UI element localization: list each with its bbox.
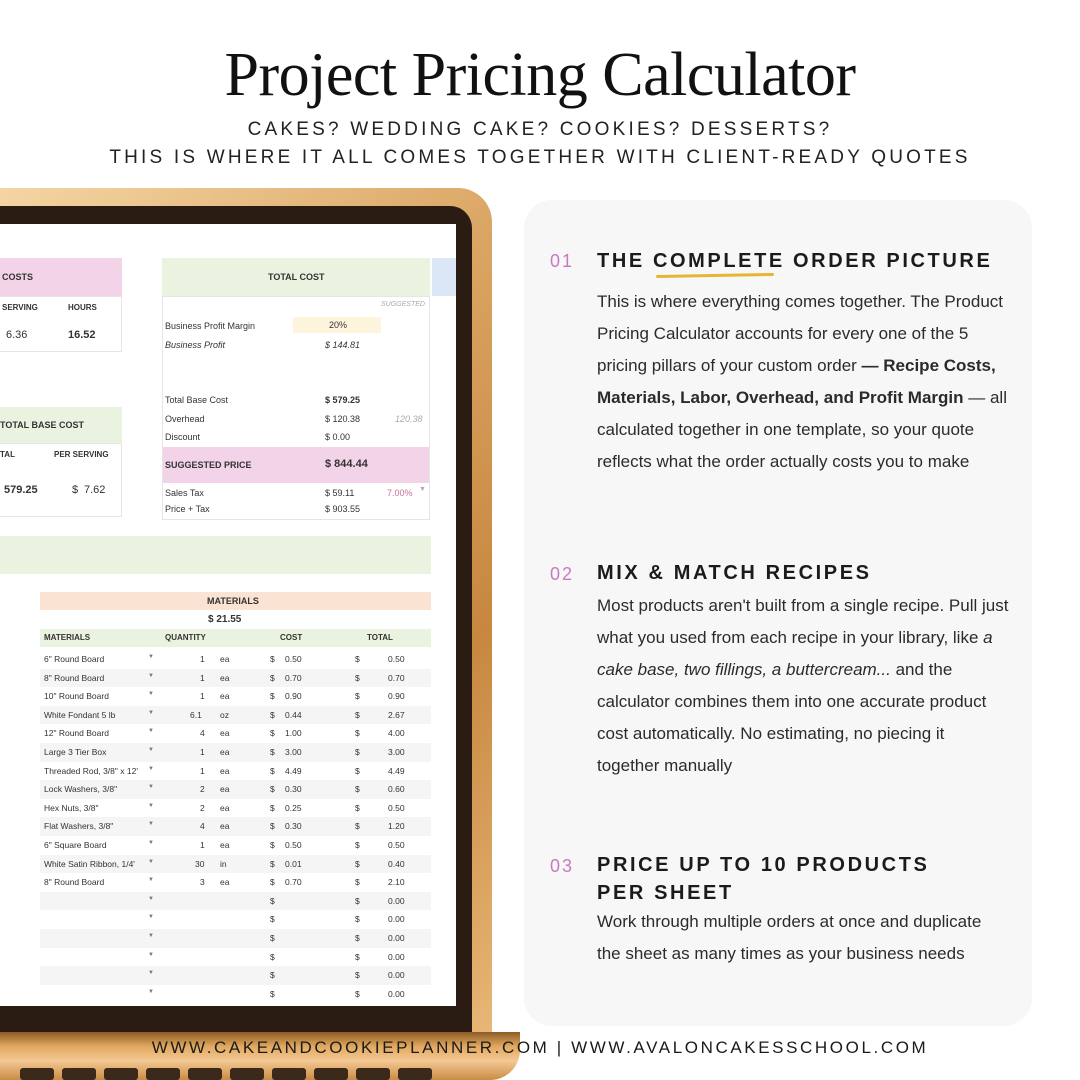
material-unit: ea — [220, 765, 230, 776]
material-unit: ea — [220, 728, 230, 739]
dropdown-arrow-icon[interactable]: ▼ — [148, 765, 154, 772]
total-currency: $ — [355, 951, 360, 962]
feature-1-number: 01 — [550, 251, 575, 271]
total-currency: $ — [355, 821, 360, 832]
total-currency: $ — [355, 877, 360, 888]
cost-currency: $ — [270, 951, 275, 962]
total-currency: $ — [355, 728, 360, 739]
costs-header — [0, 258, 122, 296]
material-total: 0.00 — [388, 951, 405, 962]
total-base-cost-header — [0, 407, 122, 443]
table-row — [40, 780, 431, 799]
material-name[interactable]: 10" Round Board — [44, 691, 109, 702]
material-cost: 0.30 — [285, 821, 302, 832]
dropdown-arrow-icon[interactable]: ▼ — [148, 914, 154, 921]
table-row — [40, 762, 431, 781]
table-row — [40, 650, 431, 669]
material-total: 2.10 — [388, 877, 405, 888]
laptop-key — [188, 1068, 222, 1080]
hours-label: HOURS — [68, 303, 97, 312]
sales-tax-rate[interactable]: 7.00% — [387, 488, 413, 498]
material-cost: 4.49 — [285, 765, 302, 776]
feature-2-body: Most products aren't built from a single recipe. Pull just what you used from each recipe in your library, like a cake base, two fillings, a buttercream... and the calculator combines them into one accurate product cost automatically. No estimating, no piecing it together manually — [597, 596, 1009, 775]
per-serving-label: PER SERVING — [54, 450, 109, 459]
materials-columns — [40, 629, 431, 647]
material-total: 1.20 — [388, 821, 405, 832]
total-currency: $ — [355, 858, 360, 869]
cost-currency: $ — [270, 988, 275, 999]
cost-currency: $ — [270, 821, 275, 832]
total-currency: $ — [355, 914, 360, 925]
material-unit: ea — [220, 654, 230, 664]
dropdown-arrow-icon[interactable]: ▼ — [148, 802, 154, 809]
total-currency: $ — [355, 802, 360, 813]
material-total: 0.50 — [388, 840, 405, 850]
suggested-price-value: $ 844.44 — [325, 458, 368, 470]
material-cost: 0.30 — [285, 784, 302, 795]
serving-value: 6.36 — [6, 329, 28, 341]
laptop-key — [314, 1068, 348, 1080]
sheet-tab[interactable] — [432, 258, 456, 296]
material-total: 0.90 — [388, 691, 405, 702]
cost-currency: $ — [270, 895, 275, 906]
material-unit: ea — [220, 877, 230, 888]
material-cost: 0.01 — [285, 858, 302, 869]
material-name[interactable]: Threaded Rod, 3/8" x 12' — [44, 765, 138, 776]
material-name[interactable]: Lock Washers, 3/8" — [44, 784, 118, 795]
dropdown-arrow-icon[interactable]: ▼ — [148, 933, 154, 939]
cost-currency: $ — [270, 765, 275, 776]
total-base-cost-header-label: TOTAL BASE COST — [0, 420, 85, 430]
table-row — [40, 669, 431, 688]
discount-label: Discount — [165, 432, 201, 442]
material-total: 4.00 — [388, 728, 405, 739]
material-total: 0.00 — [388, 988, 405, 999]
material-total: 0.00 — [388, 933, 405, 943]
dropdown-arrow-icon[interactable]: ▼ — [148, 988, 154, 995]
materials-header-label: MATERIALS — [207, 596, 259, 606]
material-cost: 1.00 — [285, 728, 302, 739]
materials-total: $ 21.55 — [208, 614, 242, 625]
page-title: Project Pricing Calculator — [224, 41, 856, 109]
material-cost: 0.90 — [285, 691, 302, 702]
discount-value[interactable]: $ 0.00 — [325, 432, 351, 442]
cost-currency: $ — [270, 914, 275, 925]
total-cost-header — [162, 258, 430, 296]
material-total: 0.50 — [388, 654, 405, 664]
business-profit-margin-label: Business Profit Margin — [165, 321, 256, 331]
costs-header-label: COSTS — [2, 272, 34, 282]
overhead-value: $ 120.38 — [325, 414, 361, 424]
cost-currency: $ — [270, 747, 275, 757]
total-currency: $ — [355, 784, 360, 795]
material-cost: 0.70 — [285, 877, 302, 888]
material-total: 0.00 — [388, 895, 405, 906]
cost-currency: $ — [270, 728, 275, 739]
dropdown-arrow-icon[interactable]: ▼ — [148, 747, 154, 753]
table-row — [40, 985, 431, 1004]
feature-1-heading: THE COMPLETE ORDER PICTURE — [597, 250, 993, 272]
total-cost-header-label: TOTAL COST — [268, 272, 325, 282]
dropdown-arrow-icon[interactable]: ▼ — [148, 691, 154, 698]
material-qty: 2 — [200, 784, 205, 795]
material-qty: 1 — [200, 691, 205, 702]
material-qty: 1 — [200, 840, 205, 850]
material-qty: 4 — [200, 821, 205, 832]
material-name[interactable]: White Satin Ribbon, 1/4' — [44, 858, 135, 869]
col-cost: COST — [280, 633, 303, 642]
material-total: 0.50 — [388, 802, 405, 813]
table-row — [40, 743, 431, 762]
business-profit-label: Business Profit — [165, 340, 226, 350]
material-qty: 6.1 — [190, 709, 202, 720]
feature-3-number: 03 — [550, 856, 575, 876]
material-cost: 0.25 — [285, 802, 302, 813]
serving-label: SERVING — [2, 303, 38, 312]
material-name[interactable]: Hex Nuts, 3/8" — [44, 802, 99, 813]
material-qty: 1 — [200, 654, 205, 664]
col-total: TOTAL — [367, 633, 393, 642]
total-currency: $ — [355, 933, 360, 943]
material-name[interactable]: 8" Round Board — [44, 877, 105, 888]
table-row — [40, 948, 431, 967]
footer-links[interactable]: WWW.CAKEANDCOOKIEPLANNER.COM | WWW.AVALONCAKESSCHOOL.COM — [151, 1038, 929, 1057]
feature-3-heading-line-1: PRICE UP TO 10 PRODUCTS — [597, 854, 930, 876]
cost-currency: $ — [270, 877, 275, 888]
laptop-key — [62, 1068, 96, 1080]
dropdown-arrow-icon[interactable]: ▼ — [148, 877, 154, 884]
table-row — [40, 929, 431, 948]
material-unit: ea — [220, 821, 230, 832]
suggested-price-label: SUGGESTED PRICE — [165, 460, 252, 470]
materials-header — [40, 592, 431, 610]
material-name[interactable]: 8" Round Board — [44, 672, 105, 683]
business-profit-margin-input[interactable]: 20% — [293, 317, 381, 333]
table-row — [40, 706, 431, 725]
suggested-label: SUGGESTED — [381, 301, 425, 308]
material-unit: ea — [220, 802, 230, 813]
total-currency: $ — [355, 765, 360, 776]
material-unit: ea — [220, 691, 230, 702]
laptop-key — [230, 1068, 264, 1080]
costs-body — [0, 296, 122, 352]
total-currency: $ — [355, 747, 360, 757]
material-qty: 30 — [195, 858, 205, 869]
sales-tax-label: Sales Tax — [165, 488, 204, 498]
total-currency: $ — [355, 691, 360, 702]
material-unit: ea — [220, 747, 230, 757]
material-name[interactable]: 6" Square Board — [44, 840, 107, 850]
table-row — [40, 966, 431, 985]
section-band — [0, 536, 431, 574]
total-value: 579.25 — [4, 484, 38, 496]
dropdown-arrow-icon[interactable]: ▼ — [148, 672, 154, 679]
total-base-cost-label: Total Base Cost — [165, 395, 229, 405]
material-name[interactable]: 6" Round Board — [44, 654, 105, 664]
dropdown-arrow-icon[interactable]: ▼ — [148, 709, 154, 716]
subtitle-line-2: THIS IS WHERE IT ALL COMES TOGETHER WITH CLIENT-READY QUOTES — [109, 147, 971, 168]
total-currency: $ — [355, 709, 360, 720]
table-row — [40, 836, 431, 855]
table-row — [40, 910, 431, 929]
cost-currency: $ — [270, 840, 275, 850]
material-unit: oz — [220, 709, 229, 720]
cost-currency: $ — [270, 802, 275, 813]
table-row — [40, 687, 431, 706]
material-qty: 1 — [200, 765, 205, 776]
laptop-key — [20, 1068, 54, 1080]
material-total: 0.70 — [388, 672, 405, 683]
laptop-key — [104, 1068, 138, 1080]
material-unit: in — [220, 858, 227, 869]
cost-currency: $ — [270, 709, 275, 720]
material-name[interactable]: 12" Round Board — [44, 728, 109, 739]
dropdown-arrow-icon[interactable]: ▼ — [148, 951, 154, 958]
material-cost: 0.44 — [285, 709, 302, 720]
cost-currency: $ — [270, 933, 275, 943]
cost-currency: $ — [270, 784, 275, 795]
price-tax-label: Price + Tax — [165, 504, 210, 514]
material-total: 0.60 — [388, 784, 405, 795]
feature-1-body: This is where everything comes together. The Product Pricing Calculator accounts for every one of the 5 pricing pillars of your custom order — Recipe Costs, Materials, Labor, Overhead, and Profit Margin — all calculated together in one template, so your quote reflects what the order actually costs you to make — [597, 292, 1007, 471]
dropdown-arrow-icon[interactable]: ▼ — [148, 821, 154, 828]
total-currency: $ — [355, 654, 360, 664]
material-cost: 0.70 — [285, 672, 302, 683]
material-qty: 4 — [200, 728, 205, 739]
feature-3-heading-line-2: PER SHEET — [597, 882, 734, 904]
material-total: 3.00 — [388, 747, 405, 757]
cost-currency: $ — [270, 691, 275, 702]
cost-currency: $ — [270, 858, 275, 869]
table-row — [40, 799, 431, 818]
feature-2-number: 02 — [550, 564, 575, 584]
cost-currency: $ — [270, 654, 275, 664]
table-row — [40, 817, 431, 836]
material-cost: 0.50 — [285, 840, 302, 850]
table-row — [40, 892, 431, 911]
overhead-suggested: 120.38 — [395, 414, 423, 424]
laptop-key — [146, 1068, 180, 1080]
material-qty: 1 — [200, 672, 205, 683]
material-total: 0.00 — [388, 970, 405, 981]
overhead-label: Overhead — [165, 414, 205, 424]
total-base-cost-body — [0, 443, 122, 517]
material-cost: 0.50 — [285, 654, 302, 664]
material-unit: ea — [220, 840, 230, 850]
cost-currency: $ — [270, 672, 275, 683]
subtitle-line-1: CAKES? WEDDING CAKE? COOKIES? DESSERTS? — [247, 119, 833, 140]
total-currency: $ — [355, 672, 360, 683]
col-quantity: QUANTITY — [165, 633, 206, 642]
material-name[interactable]: White Fondant 5 lb — [44, 709, 116, 720]
material-name[interactable]: Large 3 Tier Box — [44, 747, 107, 757]
table-row — [40, 855, 431, 874]
material-qty: 1 — [200, 747, 205, 757]
price-tax-value: $ 903.55 — [325, 504, 361, 514]
dropdown-arrow-icon[interactable]: ▼ — [148, 728, 154, 735]
laptop-key — [356, 1068, 390, 1080]
material-unit: ea — [220, 672, 230, 683]
col-materials: MATERIALS — [44, 633, 91, 642]
total-label: TAL — [0, 450, 15, 459]
per-serving-value: 7.62 — [84, 484, 106, 496]
table-row — [40, 724, 431, 743]
dropdown-arrow-icon[interactable]: ▼ — [148, 840, 154, 846]
hours-value: 16.52 — [68, 329, 96, 341]
cost-currency: $ — [270, 970, 275, 981]
spreadsheet-screen — [0, 224, 456, 1006]
material-total: 4.49 — [388, 765, 405, 776]
dropdown-arrow-icon[interactable]: ▼ — [419, 486, 426, 493]
laptop-key — [398, 1068, 432, 1080]
material-total: 0.00 — [388, 914, 405, 925]
total-currency: $ — [355, 840, 360, 850]
table-row — [40, 873, 431, 892]
material-qty: 3 — [200, 877, 205, 888]
sales-tax-value: $ 59.11 — [325, 488, 355, 498]
material-cost: 3.00 — [285, 747, 302, 757]
dropdown-arrow-icon[interactable]: ▼ — [148, 970, 154, 977]
laptop-key — [272, 1068, 306, 1080]
total-currency: $ — [355, 970, 360, 981]
per-serving-currency: $ — [72, 484, 79, 496]
total-cost-body — [162, 296, 430, 520]
dropdown-arrow-icon[interactable]: ▼ — [148, 654, 154, 660]
material-unit: ea — [220, 784, 230, 795]
material-total: 0.40 — [388, 858, 405, 869]
total-currency: $ — [355, 895, 360, 906]
feature-2-heading: MIX & MATCH RECIPES — [597, 562, 872, 584]
material-total: 2.67 — [388, 709, 405, 720]
business-profit-value: $ 144.81 — [325, 340, 361, 350]
dropdown-arrow-icon[interactable]: ▼ — [148, 784, 154, 791]
dropdown-arrow-icon[interactable]: ▼ — [148, 895, 154, 902]
total-base-cost-value: $ 579.25 — [325, 395, 361, 405]
total-currency: $ — [355, 988, 360, 999]
suggested-price-row — [163, 447, 429, 483]
feature-3-body: Work through multiple orders at once and duplicate the sheet as many times as your business needs — [597, 912, 982, 963]
material-name[interactable]: Flat Washers, 3/8" — [44, 821, 114, 832]
material-qty: 2 — [200, 802, 205, 813]
dropdown-arrow-icon[interactable]: ▼ — [148, 858, 154, 865]
